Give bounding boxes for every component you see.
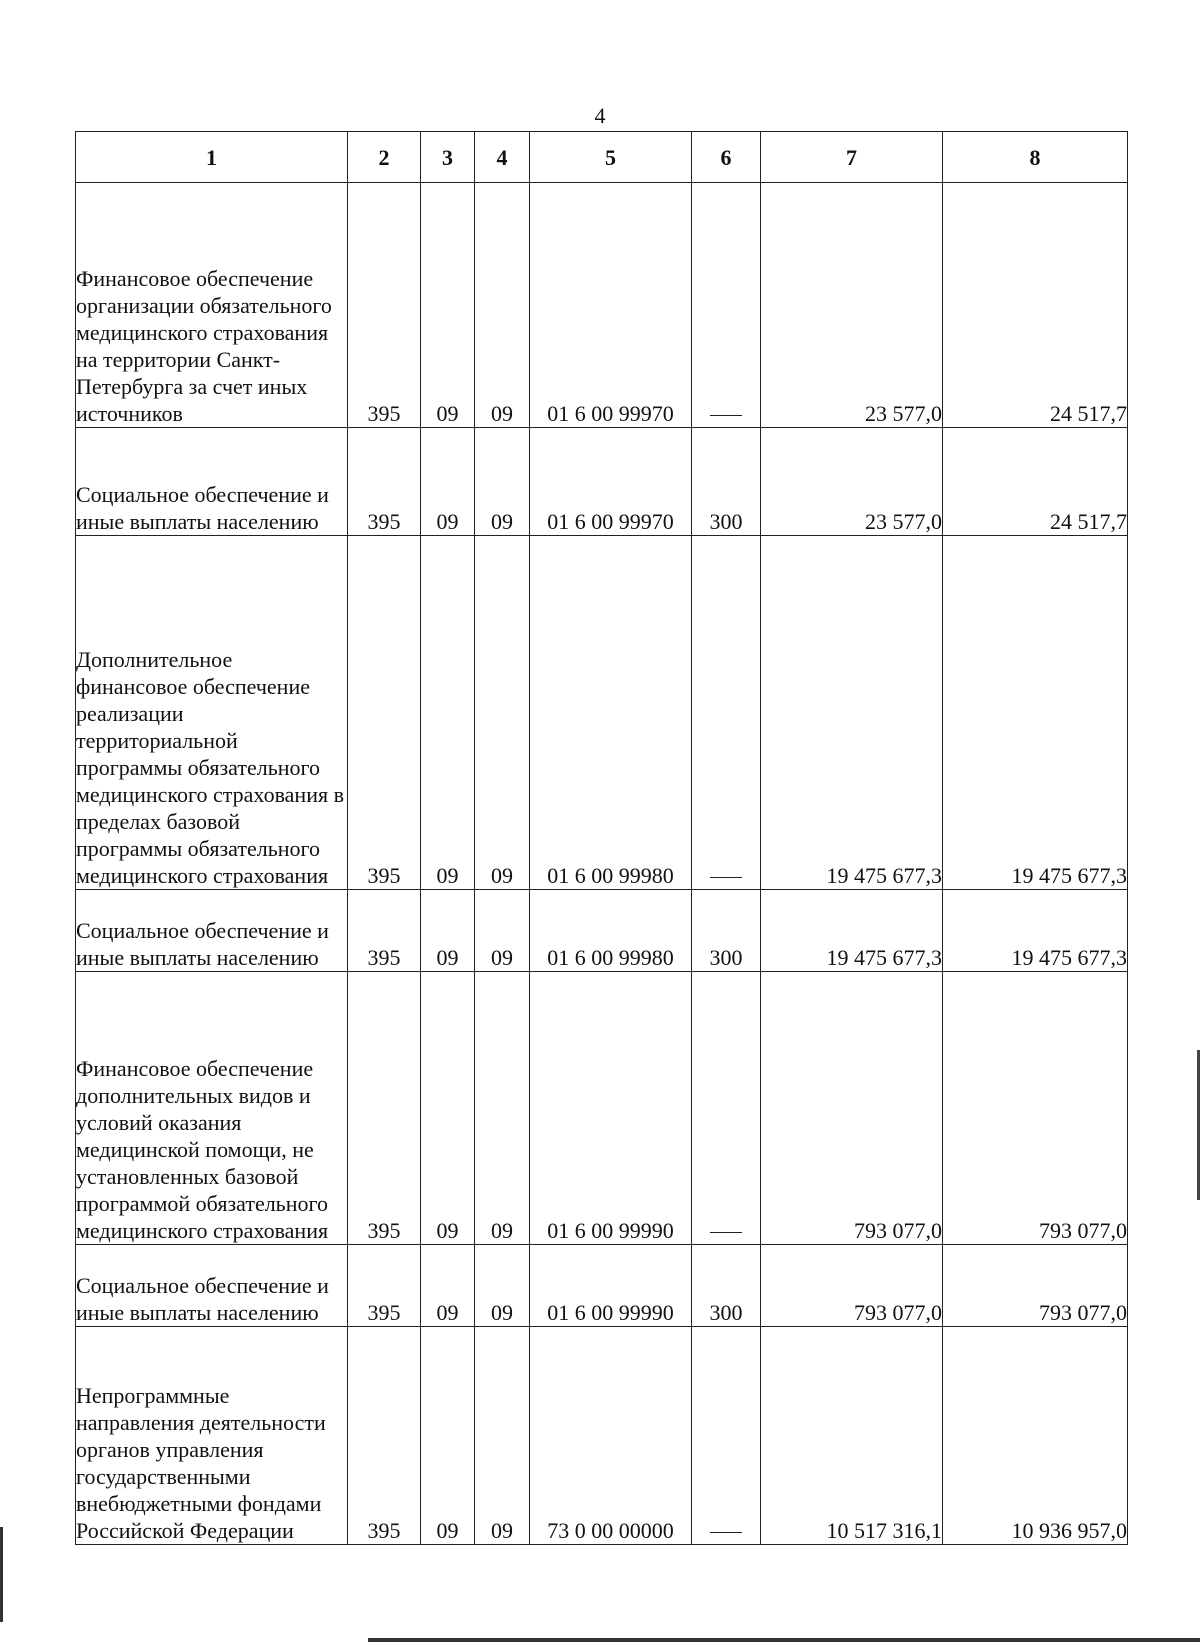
column-header: 5 xyxy=(530,132,692,183)
cell-col6: 300 xyxy=(692,890,761,972)
row-name: Дополнительное финансовое обеспечение реализации территориальной программы обязательного медицинского страхования в пределах базовой программы обязательного медицинского страхования xyxy=(76,536,348,890)
cell-col7: 23 577,0 xyxy=(761,183,943,428)
column-header: 3 xyxy=(421,132,475,183)
cell-col4: 09 xyxy=(475,536,530,890)
cell-col4: 09 xyxy=(475,1245,530,1327)
cell-col8: 10 936 957,0 xyxy=(943,1327,1128,1545)
cell-col4: 09 xyxy=(475,183,530,428)
cell-col5: 01 6 00 99970 xyxy=(530,183,692,428)
cell-col7: 19 475 677,3 xyxy=(761,536,943,890)
cell-col7: 793 077,0 xyxy=(761,972,943,1245)
cell-col7: 10 517 316,1 xyxy=(761,1327,943,1545)
cell-col7: 23 577,0 xyxy=(761,428,943,536)
table-row xyxy=(76,183,1128,428)
table-row xyxy=(76,890,1128,972)
column-header: 8 xyxy=(943,132,1128,183)
cell-col2: 395 xyxy=(348,536,421,890)
budget-table xyxy=(75,131,1128,1545)
cell-col5: 01 6 00 99980 xyxy=(530,536,692,890)
scan-edge-left xyxy=(0,1527,3,1622)
cell-col7: 19 475 677,3 xyxy=(761,890,943,972)
cell-col6 xyxy=(692,1327,761,1545)
cell-col2: 395 xyxy=(348,183,421,428)
cell-col8: 19 475 677,3 xyxy=(943,536,1128,890)
cell-col2: 395 xyxy=(348,972,421,1245)
cell-col3: 09 xyxy=(421,1327,475,1545)
cell-col3: 09 xyxy=(421,536,475,890)
table-body xyxy=(76,183,1128,1545)
column-header: 7 xyxy=(761,132,943,183)
cell-col8: 793 077,0 xyxy=(943,1245,1128,1327)
cell-col6: 300 xyxy=(692,428,761,536)
cell-col5: 01 6 00 99970 xyxy=(530,428,692,536)
cell-col8: 793 077,0 xyxy=(943,972,1128,1245)
row-name: Непрограммные направления деятельности органов управления государственными внебюджетными фондами Российской Федерации xyxy=(76,1327,348,1545)
cell-col7: 793 077,0 xyxy=(761,1245,943,1327)
page-number: 4 xyxy=(594,103,606,128)
scan-edge-bottom xyxy=(368,1638,1200,1642)
column-header: 1 xyxy=(76,132,348,183)
row-name: Социальное обеспечение и иные выплаты населению xyxy=(76,890,348,972)
row-name: Социальное обеспечение и иные выплаты населению xyxy=(76,428,348,536)
cell-col4: 09 xyxy=(475,890,530,972)
dash-mark xyxy=(710,415,742,416)
row-name: Финансовое обеспечение дополнительных видов и условий оказания медицинской помощи, не установленных базовой программой обязательного медицинского страхования xyxy=(76,972,348,1245)
column-header: 6 xyxy=(692,132,761,183)
table-row xyxy=(76,1245,1128,1327)
cell-col6 xyxy=(692,536,761,890)
cell-col2: 395 xyxy=(348,1245,421,1327)
table-header xyxy=(76,132,1128,183)
table-row xyxy=(76,972,1128,1245)
cell-col3: 09 xyxy=(421,428,475,536)
cell-col5: 01 6 00 99980 xyxy=(530,890,692,972)
cell-col5: 01 6 00 99990 xyxy=(530,1245,692,1327)
row-name: Социальное обеспечение и иные выплаты населению xyxy=(76,1245,348,1327)
cell-col2: 395 xyxy=(348,890,421,972)
cell-col2: 395 xyxy=(348,1327,421,1545)
column-header: 2 xyxy=(348,132,421,183)
header-row xyxy=(76,132,1128,183)
cell-col2: 395 xyxy=(348,428,421,536)
table-row xyxy=(76,536,1128,890)
cell-col3: 09 xyxy=(421,972,475,1245)
cell-col3: 09 xyxy=(421,890,475,972)
cell-col5: 01 6 00 99990 xyxy=(530,972,692,1245)
dash-mark xyxy=(710,877,742,878)
dash-mark xyxy=(710,1532,742,1533)
column-header: 4 xyxy=(475,132,530,183)
cell-col4: 09 xyxy=(475,972,530,1245)
cell-col4: 09 xyxy=(475,1327,530,1545)
cell-col8: 24 517,7 xyxy=(943,428,1128,536)
cell-col6 xyxy=(692,183,761,428)
cell-col3: 09 xyxy=(421,1245,475,1327)
cell-col6 xyxy=(692,972,761,1245)
table-row xyxy=(76,1327,1128,1545)
row-name: Финансовое обеспечение организации обязательного медицинского страхования на территории Санкт-Петербурга за счет иных источников xyxy=(76,183,348,428)
cell-col3: 09 xyxy=(421,183,475,428)
table-row xyxy=(76,428,1128,536)
cell-col8: 24 517,7 xyxy=(943,183,1128,428)
cell-col5: 73 0 00 00000 xyxy=(530,1327,692,1545)
cell-col8: 19 475 677,3 xyxy=(943,890,1128,972)
dash-mark xyxy=(710,1232,742,1233)
cell-col6: 300 xyxy=(692,1245,761,1327)
cell-col4: 09 xyxy=(475,428,530,536)
